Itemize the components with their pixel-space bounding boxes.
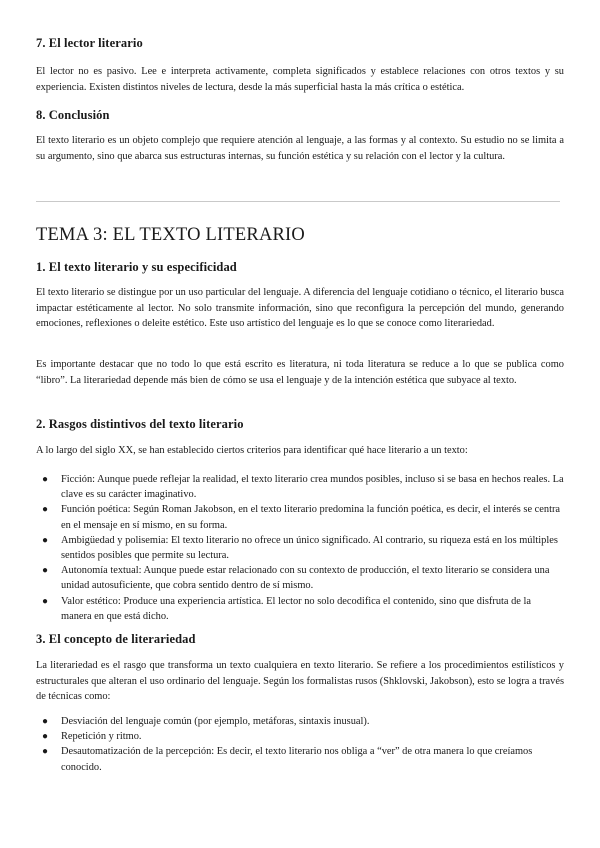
list-item xyxy=(36,744,564,774)
tema-title: TEMA 3: EL TEXTO LITERARIO xyxy=(36,225,305,245)
section-2-intro: A lo largo del siglo XX, se han establecido ciertos criterios para identificar qué hace literario a un texto: xyxy=(36,445,468,456)
list-item xyxy=(36,714,564,729)
list-item xyxy=(36,502,564,532)
section-3-intro: La literariedad es el rasgo que transforma un texto cualquiera en texto literario. Se refiere a los procedimientos estilísticos y estructurales que alteran el uso ordinario del lenguaje. Según los formalistas rusos (Shklovski, Jakobson), esto se logra a través de técnicas como: xyxy=(36,660,564,703)
bullet-icon: ● xyxy=(42,595,49,607)
section-8-paragraph: El texto literario es un objeto complejo que requiere atención al lenguaje, a las formas y al contexto. Su estudio no se limita a su argumento, sino que abarca sus estructuras internas, su función estética y su relación con el lector y la cultura. xyxy=(36,135,564,162)
bullet-icon: ● xyxy=(42,504,49,516)
section-8-heading: 8. Conclusión xyxy=(36,108,110,122)
section-7-heading: 7. El lector literario xyxy=(36,36,143,50)
list-item xyxy=(36,594,564,624)
bullet-icon: ● xyxy=(42,534,49,546)
list-item xyxy=(36,729,564,744)
section-1-paragraph-1: El texto literario se distingue por un uso particular del lenguaje. A diferencia del lenguaje cotidiano o técnico, el literario busca impactar estéticamente al lector. No solo transmite información, sino que reconfigura la percepción del mundo, generando emociones, reflexiones o deleite estético. Este uso artístico del lenguaje es lo que se conoce como literariedad. xyxy=(36,287,564,330)
section-3-list xyxy=(36,714,564,775)
bullet-icon: ● xyxy=(42,716,49,727)
section-1-paragraph-2: Es importante destacar que no todo lo que está escrito es literatura, ni toda literatura se reduce a lo que se publica como “libro”. La literariedad depende más bien de cómo se usa el lenguaje y de la intención estética que subyace al texto. xyxy=(36,359,564,386)
list-item-text: Ambigüedad y polisemia: El texto literario no ofrece un único significado. Al contrario, su riqueza está en los múltiples sentidos posibles que permite su lectura. xyxy=(61,534,558,562)
bullet-icon: ● xyxy=(42,746,49,758)
section-2-list xyxy=(36,472,564,624)
list-item-text: Ficción: Aunque puede reflejar la realidad, el texto literario crea mundos posibles, incluso si se basa en hechos reales. La clave es su carácter imaginativo. xyxy=(61,474,564,501)
list-item xyxy=(36,533,564,563)
list-item-text: Autonomía textual: Aunque puede estar relacionado con su contexto de producción, el texto literario se considera una unidad autosuficiente, que cobra sentido dentro de sí mismo. xyxy=(61,565,550,592)
list-item-text: Valor estético: Produce una experiencia artística. El lector no solo decodifica el contenido, sino que disfruta de la manera en que está dicho. xyxy=(61,595,532,622)
section-2-heading: 2. Rasgos distintivos del texto literario xyxy=(36,417,244,431)
list-item-text: Función poética: Según Roman Jakobson, en el texto literario predomina la función poética, es decir, el interés se centra en el mensaje en sí mismo, en su forma. xyxy=(61,504,561,531)
list-item-text: Desautomatización de la percepción: Es decir, el texto literario nos obliga a “ver” de otra manera lo que creíamos conocido. xyxy=(61,746,533,773)
section-1-heading: 1. El texto literario y su especificidad xyxy=(36,260,237,274)
bullet-icon: ● xyxy=(42,731,49,743)
list-item-text: Repetición y ritmo. xyxy=(61,731,142,743)
bullet-icon: ● xyxy=(42,565,49,577)
section-divider xyxy=(36,201,560,202)
list-item-text: Desviación del lenguaje común (por ejemplo, metáforas, sintaxis inusual). xyxy=(61,716,370,727)
section-3-heading: 3. El concepto de literariedad xyxy=(36,632,196,646)
bullet-icon: ● xyxy=(42,474,49,485)
list-item xyxy=(36,563,564,593)
list-item xyxy=(36,472,564,502)
section-7-paragraph: El lector no es pasivo. Lee e interpreta activamente, completa significados y establece relaciones con otros textos y su experiencia. Existen distintos niveles de lectura, desde la más superficial hasta la más crítica o estética. xyxy=(36,66,564,93)
